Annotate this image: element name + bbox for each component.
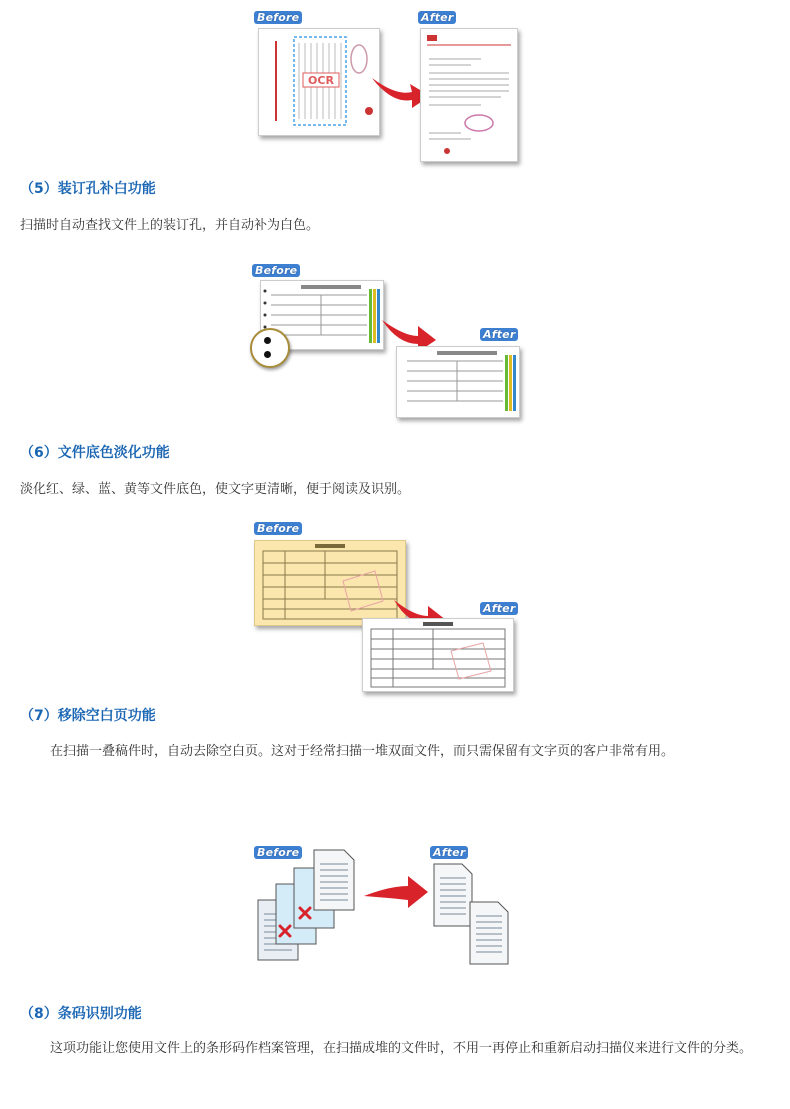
before-document <box>254 540 406 626</box>
section-body-barcode: 这项功能让您使用文件上的条形码作档案管理，在扫描成堆的文件时，不用一再停止和重新启动扫描仪来进行文件的分类。 <box>50 1041 753 1056</box>
before-label: Before <box>254 522 302 535</box>
binding-hole-magnifier <box>250 328 290 368</box>
after-document <box>362 618 514 692</box>
after-document-content <box>363 619 513 691</box>
after-label: After <box>480 602 518 615</box>
before-document <box>258 28 380 136</box>
figure-binding-hole <box>248 262 523 422</box>
section-heading-background-fade: （6）文件底色淡化功能 <box>20 445 170 461</box>
after-document <box>420 28 518 162</box>
before-document-content <box>259 29 379 135</box>
before-label: Before <box>254 846 302 859</box>
ocr-text: OCR <box>308 74 334 87</box>
after-document <box>396 346 520 418</box>
section-body-binding-hole: 扫描时自动查找文件上的装订孔，并自动补为白色。 <box>20 218 320 233</box>
figure-ocr-orientation <box>250 8 525 166</box>
after-document-content <box>421 29 517 161</box>
before-document-content <box>255 541 405 625</box>
after-label: After <box>430 846 468 859</box>
section-heading-binding-hole: （5）装订孔补白功能 <box>20 181 156 197</box>
figure-blank-page-removal <box>252 846 524 966</box>
blank-page-illustration <box>252 846 524 966</box>
after-label: After <box>418 11 456 24</box>
after-document-content <box>397 347 519 417</box>
section-heading-barcode: （8）条码识别功能 <box>20 1006 142 1022</box>
section-body-blank-page: 在扫描一叠稿件时，自动去除空白页。这对于经常扫描一堆双面文件，而只需保留有文字页的客户非常有用。 <box>50 744 675 759</box>
after-label: After <box>480 328 518 341</box>
before-label: Before <box>254 11 302 24</box>
section-body-background-fade: 淡化红、绿、蓝、黄等文件底色，使文字更清晰，便于阅读及识别。 <box>20 482 411 497</box>
section-heading-blank-page: （7）移除空白页功能 <box>20 708 156 724</box>
arrow-icon <box>364 876 428 908</box>
before-label: Before <box>252 264 300 277</box>
figure-background-fade <box>250 520 520 695</box>
